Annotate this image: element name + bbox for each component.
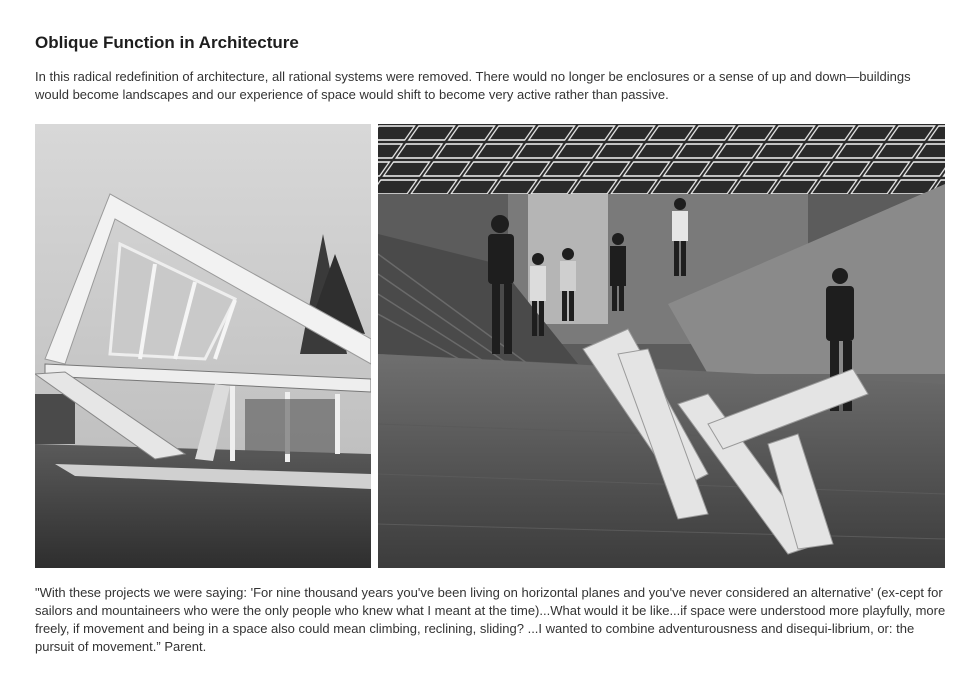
quote-paragraph: "With these projects we were saying: 'For nine thousand years you've been living on horizontal planes and you've never considered an alternative' (ex-cept for sailors and mountaineers who were the only people who knew what I meant at the time)...What would it be like...if space were understood more playfully, more freely, if movement and being in a space also could mean climbing, reclining, sliding? ...I wanted to combine adventurousness and disequi-librium, or: the pursuit of movement.” Parent. bbox=[35, 585, 946, 654]
tilted-house-photo bbox=[35, 124, 371, 568]
intro-paragraph: In this radical redefinition of architecture, all rational systems were removed. There would no longer be enclosures or a sense of up and down—buildings would become landscapes and our experience of space would shift to become very active rather than passive. bbox=[35, 69, 911, 102]
oblique-interior-photo bbox=[378, 124, 945, 568]
page-title: Oblique Function in Architecture bbox=[35, 33, 299, 52]
